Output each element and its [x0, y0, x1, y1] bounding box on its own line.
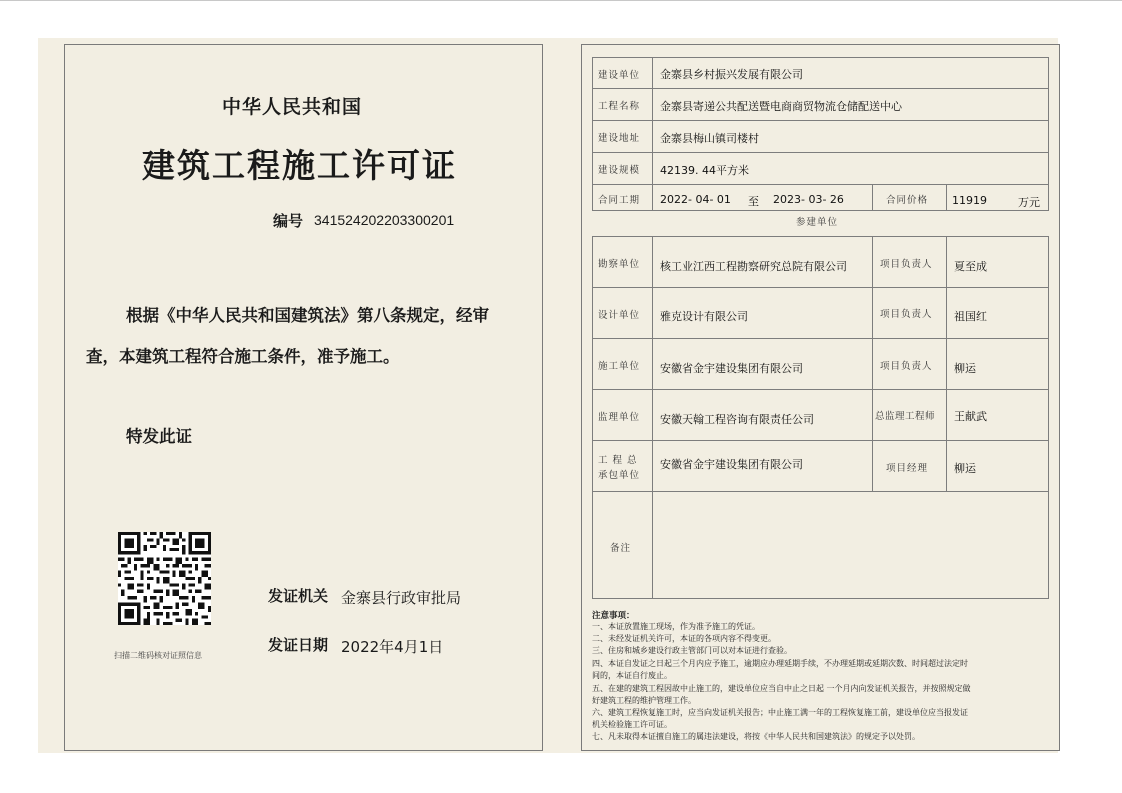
- contract-price-label: 合同价格: [886, 195, 929, 206]
- country-heading: 中华人民共和国: [222, 96, 363, 118]
- design-unit-label: 设计单位: [598, 310, 641, 321]
- issuer-value: 金寨县行政审批局: [341, 589, 462, 607]
- top-border-line: [0, 0, 1122, 1]
- survey-role-label: 项目负责人: [880, 259, 933, 270]
- construction-role-label: 项目负责人: [880, 361, 933, 372]
- table-line: [592, 210, 1049, 211]
- period-separator: 至: [748, 195, 759, 208]
- note-line: 六、建筑工程恢复施工时，应当向发证机关报告；中止施工满一年的工程恢复施工前，建设单位应当报发证: [592, 708, 968, 717]
- qr-caption: 扫描二维码核对证照信息: [114, 651, 202, 660]
- cert-number-value: 341524202203300201: [314, 212, 455, 228]
- supervision-role-label: 总监理工程师: [875, 411, 936, 422]
- note-line: 二、未经发证机关许可，本证的各项内容不得变更。: [592, 634, 776, 643]
- price-unit: 万元: [1018, 196, 1040, 209]
- note-line: 好建筑工程的维护管理工作。: [592, 696, 696, 705]
- cert-number-label: 编号: [273, 212, 304, 230]
- participants-title: 参建单位: [796, 217, 839, 228]
- table-line: [1048, 57, 1049, 210]
- supervision-unit-value: 安徽天翰工程咨询有限责任公司: [660, 413, 814, 426]
- project-name-label: 工程名称: [598, 101, 641, 112]
- qr-code-icon[interactable]: [118, 532, 211, 625]
- approval-text-line1: 根据《中华人民共和国建筑法》第八条规定，经审: [126, 306, 489, 325]
- table-line: [946, 236, 947, 491]
- table-line: [592, 120, 1049, 121]
- note-line: 七、凡未取得本证擅自施工的属违法建设，将按《中华人民共和国建筑法》的规定予以处罚。: [592, 732, 920, 741]
- table-line: [592, 491, 1049, 492]
- issuer-label: 发证机关: [268, 587, 329, 605]
- survey-person: 夏至成: [954, 260, 987, 273]
- note-line: 四、本证自发证之日起三个月内应予施工，逾期应办理延期手续，不办理延期或延期次数、时间超过法定时: [592, 659, 968, 668]
- table-line: [872, 184, 873, 210]
- general-contractor-label-line1: 工 程 总: [598, 455, 638, 466]
- note-line: 间的，本证自行废止。: [592, 671, 672, 680]
- table-line: [592, 236, 1049, 237]
- table-line: [652, 57, 653, 210]
- issue-date-label: 发证日期: [268, 636, 329, 654]
- table-line: [872, 236, 873, 491]
- design-person: 祖国红: [954, 310, 987, 323]
- table-line: [592, 152, 1049, 153]
- table-line: [592, 184, 1049, 185]
- supervision-unit-label: 监理单位: [598, 412, 641, 423]
- address-label: 建设地址: [598, 133, 641, 144]
- table-line: [652, 236, 653, 598]
- table-line: [592, 57, 593, 210]
- design-unit-value: 雅克设计有限公司: [660, 310, 748, 323]
- approval-text-line2: 查，本建筑工程符合施工条件，准予施工。: [86, 347, 400, 366]
- builder-value: 金寨县乡村振兴发展有限公司: [660, 68, 803, 81]
- contract-price-value: 11919: [952, 194, 987, 207]
- project-name-value: 金寨县寄递公共配送暨电商商贸物流仓储配送中心: [660, 100, 902, 113]
- remarks-label: 备注: [610, 543, 632, 554]
- scale-label: 建设规模: [598, 165, 641, 176]
- start-date: 2022- 04- 01: [660, 193, 731, 206]
- construction-unit-value: 安徽省金宇建设集团有限公司: [660, 362, 803, 375]
- note-line: 五、在建的建筑工程因故中止施工的，建设单位应当自中止之日起 一个月内向发证机关报告，并按照规定做: [592, 684, 971, 693]
- note-line: 机关检验施工许可证。: [592, 720, 672, 729]
- grant-statement: 特发此证: [126, 427, 192, 446]
- scale-value: 42139. 44平方米: [660, 164, 749, 177]
- table-line: [1048, 236, 1049, 598]
- construction-unit-label: 施工单位: [598, 361, 641, 372]
- table-line: [592, 338, 1049, 339]
- table-line: [592, 236, 593, 598]
- table-line: [592, 598, 1049, 599]
- certificate-title: 建筑工程施工许可证: [142, 146, 457, 185]
- table-line: [592, 88, 1049, 89]
- note-line: 三、住房和城乡建设行政主管部门可以对本证进行查验。: [592, 646, 792, 655]
- table-line: [592, 287, 1049, 288]
- survey-unit-value: 核工业江西工程勘察研究总院有限公司: [660, 260, 847, 273]
- general-contractor-value: 安徽省金宇建设集团有限公司: [660, 458, 803, 471]
- general-contractor-label-line2: 承包单位: [598, 470, 641, 481]
- table-line: [592, 440, 1049, 441]
- builder-label: 建设单位: [598, 70, 641, 81]
- general-contractor-role-label: 项目经理: [886, 463, 929, 474]
- supervision-person: 王献武: [954, 410, 987, 423]
- contract-period-label: 合同工期: [598, 195, 641, 206]
- survey-unit-label: 勘察单位: [598, 259, 641, 270]
- issue-date-value: 2022年4月1日: [341, 638, 444, 656]
- note-line: 一、本证放置施工现场，作为准予施工的凭证。: [592, 622, 760, 631]
- design-role-label: 项目负责人: [880, 309, 933, 320]
- general-contractor-person: 柳运: [954, 462, 976, 475]
- table-line: [592, 57, 1049, 58]
- address-value: 金寨县梅山镇司楼村: [660, 132, 759, 145]
- construction-person: 柳运: [954, 362, 976, 375]
- notes-title: 注意事项：: [592, 611, 635, 621]
- end-date: 2023- 03- 26: [773, 193, 844, 206]
- table-line: [946, 184, 947, 210]
- table-line: [592, 389, 1049, 390]
